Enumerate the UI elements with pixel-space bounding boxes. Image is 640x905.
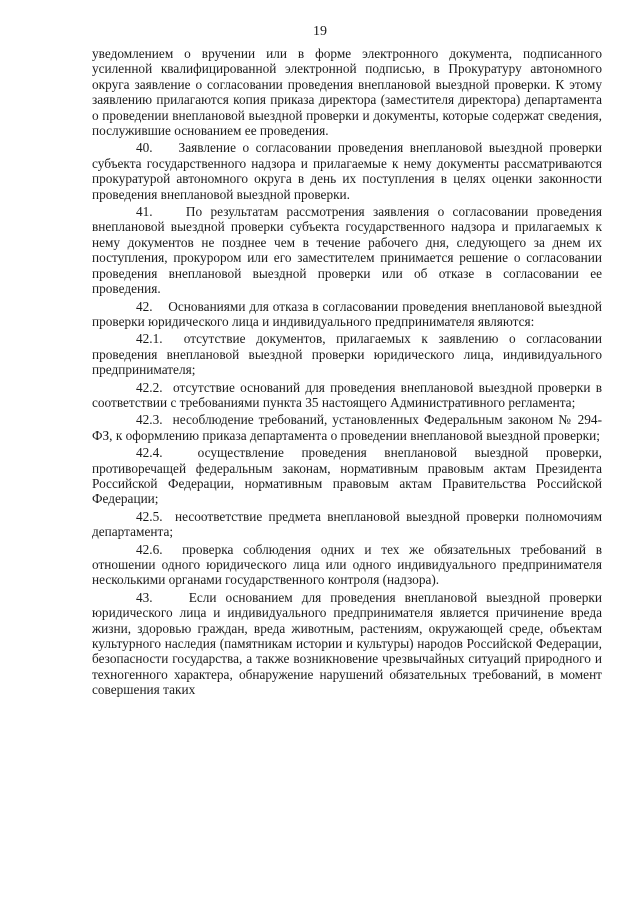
paragraph-42-5: 42.5. несоответствие предмета внеплановой выездной проверки полномочиям департамента;	[92, 508, 602, 540]
paragraph-42-2: 42.2. отсутствие оснований для проведения внеплановой выездной проверки в соответствии с требованиями пункта 35 настоящего Административного регламента;	[92, 379, 602, 410]
document-body	[92, 46, 602, 700]
paragraph-42-4: 42.4. осуществление проведения внеплановой выездной проверки, противоречащей федеральным законам, нормативным правовым актам Президента Российской Федерации, нормативным правовым актам Правительства Российской Федерации;	[92, 445, 602, 507]
paragraph-42-3: 42.3. несоблюдение требований, установленных Федеральным законом № 294-ФЗ, к оформлению приказа департамента о проведении внеплановой выездной проверки;	[92, 412, 602, 443]
paragraph-42: 42. Основаниями для отказа в согласовании проведения внеплановой выездной проверки юридического лица и индивидуального предпринимателя являются:	[92, 298, 602, 329]
paragraph-42-6: 42.6. проверка соблюдения одних и тех же обязательных требований в отношении одного юридического лица или одного индивидуального предпринимателя несколькими органами государственного контроля (надзора).	[92, 541, 602, 588]
paragraph-40: 40. Заявление о согласовании проведения внеплановой выездной проверки субъекта государственного надзора и прилагаемые к нему документы рассматриваются прокуратурой автономного округа в день их поступления в целях оценки законности проведения внеплановой выездной проверки.	[92, 140, 602, 202]
paragraph-41: 41. По результатам рассмотрения заявления о согласовании проведения внеплановой выездной проверки субъекта государственного надзора и прилагаемых к нему документов не позднее чем в течение рабочего дня, следующего за днем их поступления, прокурором или его заместителем принимается решение о согласовании проведения внеплановой выездной проверки или об отказе в согласовании ее проведения.	[92, 204, 602, 297]
paragraph-39-continuation: уведомлением о вручении или в форме электронного документа, подписанного усиленной квалифицированной электронной подписью, в Прокуратуру автономного округа заявление о согласовании проведения внеплановой выездной проверки. К этому заявлению прилагаются копия приказа директора (заместителя директора) департамента о проведении внеплановой выездной проверки и документы, которые содержат сведения, послужившие основанием ее проведения.	[92, 46, 602, 139]
paragraph-43: 43. Если основанием для проведения внеплановой выездной проверки юридического лица и индивидуального предпринимателя является причинение вреда жизни, здоровью граждан, вреда животным, растениям, окружающей среде, объектам культурного наследия (памятникам истории и культуры) народов Российской Федерации, безопасности государства, а также возникновение чрезвычайных ситуаций природного и техногенного характера, обнаружение нарушений обязательных требований, в момент совершения таких	[92, 589, 602, 698]
paragraph-42-1: 42.1. отсутствие документов, прилагаемых к заявлению о согласовании проведения внеплановой выездной проверки юридического лица, индивидуального предпринимателя;	[92, 331, 602, 378]
page-number: 19	[313, 24, 327, 39]
